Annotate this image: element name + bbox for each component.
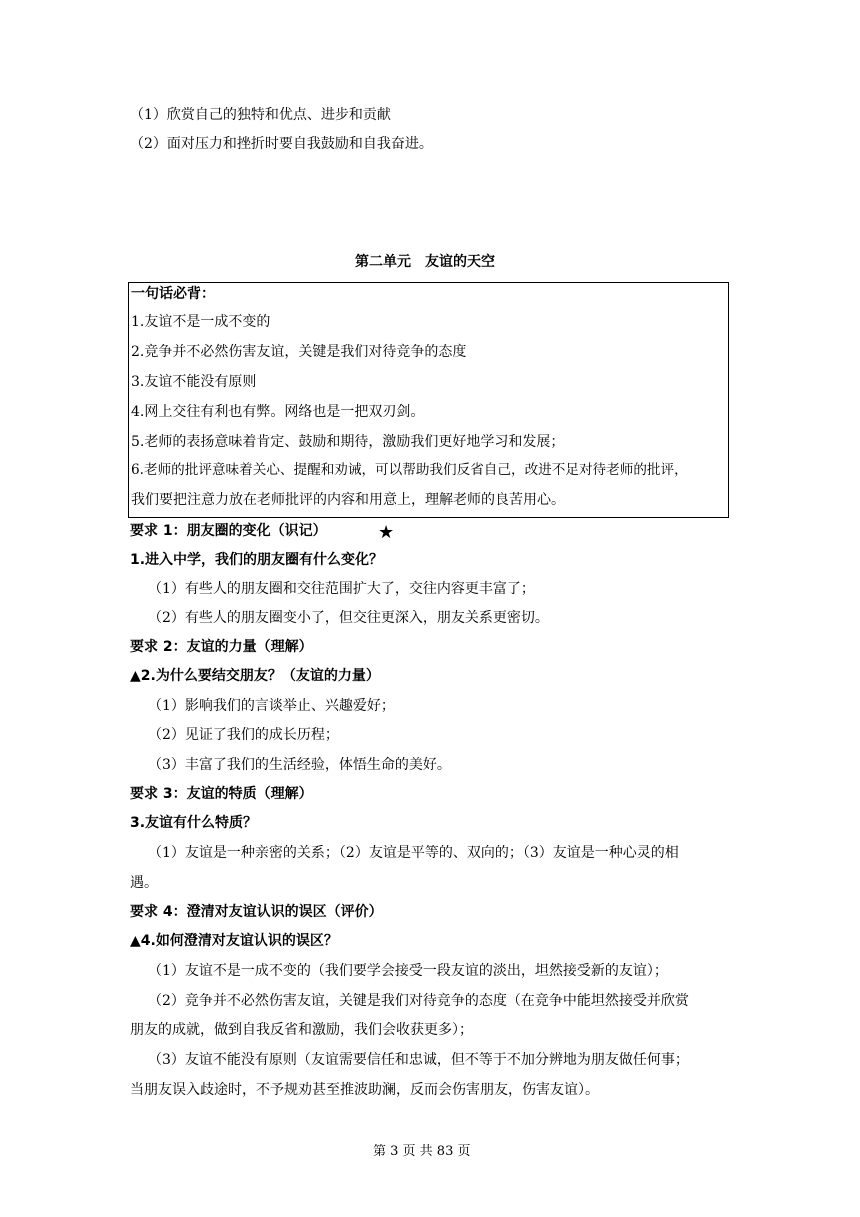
box-line: 3.友谊不能没有原则 [131, 374, 257, 390]
box-line: 2.竞争并不必然伤害友谊，关键是我们对待竞争的态度 [131, 344, 467, 360]
star-icon: ★ [378, 522, 395, 543]
box-line: 1.友谊不是一成不变的 [131, 314, 271, 330]
answer-line: （1）有些人的朋友圈和交往范围扩大了，交往内容更丰富了； [148, 581, 535, 597]
answer-line: （1）友谊不是一成不变的（我们要学会接受一段友谊的淡出，坦然接受新的友谊）； [148, 963, 668, 979]
box-title: 一句话必背： [131, 286, 215, 302]
answer-line: 遇。 [130, 875, 158, 891]
req3-heading: 要求 3：友谊的特质（理解） [130, 786, 313, 802]
answer-line: （3）友谊不能没有原则（友谊需要信任和忠诚，但不等于不加分辨地为朋友做任何事； [148, 1052, 689, 1068]
answer-line: （2）有些人的朋友圈变小了，但交往更深入，朋友关系更密切。 [148, 610, 549, 626]
page-footer: 第 3 页 共 83 页 [373, 1144, 471, 1159]
answer-line: 朋友的成就，做到自我反省和激励，我们会收获更多）； [130, 1022, 473, 1038]
req4-heading: 要求 4：澄清对友谊认识的误区（评价） [130, 904, 383, 920]
answer-line: （2）见证了我们的成长历程； [148, 727, 339, 743]
req4-question: ▲4.如何澄清对友谊认识的误区？ [130, 933, 338, 949]
answer-line: （2）竞争并不必然伤害友谊，关键是我们对待竞争的态度（在竞争中能坦然接受并欣赏 [148, 993, 689, 1009]
answer-line: （3）丰富了我们的生活经验，体悟生命的美好。 [148, 757, 451, 773]
box-line: 我们要把注意力放在老师批评的内容和用意上，理解老师的良苦用心。 [131, 492, 565, 508]
box-line: 6.老师的批评意味着关心、提醒和劝诫，可以帮助我们反省自己，改进不足对待老师的批评， [131, 462, 688, 478]
req1-heading: 要求 1：朋友圈的变化（识记） [130, 523, 327, 539]
box-line: 4.网上交往有利也有弊。网络也是一把双刃剑。 [131, 404, 425, 420]
req3-question: 3.友谊有什么特质？ [130, 815, 258, 831]
unit-title: 第二单元 友谊的天空 [355, 254, 495, 270]
req2-question: ▲2.为什么要结交朋友？（友谊的力量） [130, 668, 380, 684]
answer-line: （1）友谊是一种亲密的关系；（2）友谊是平等的、双向的；（3）友谊是一种心灵的相 [148, 845, 679, 861]
req1-question: 1.进入中学，我们的朋友圈有什么变化？ [130, 552, 384, 568]
list-item: （1）欣赏自己的独特和优点、进步和贡献 [130, 107, 391, 123]
memorize-box [128, 282, 729, 518]
box-line: 5.老师的表扬意味着肯定、鼓励和期待，激励我们更好地学习和发展； [131, 434, 565, 450]
answer-line: 当朋友误入歧途时，不予规劝甚至推波助澜，反而会伤害朋友，伤害友谊）。 [130, 1082, 599, 1098]
list-item: （2）面对压力和挫折时要自我鼓励和自我奋进。 [130, 136, 433, 152]
answer-line: （1）影响我们的言谈举止、兴趣爱好； [148, 698, 395, 714]
req2-heading: 要求 2：友谊的力量（理解） [130, 639, 313, 655]
